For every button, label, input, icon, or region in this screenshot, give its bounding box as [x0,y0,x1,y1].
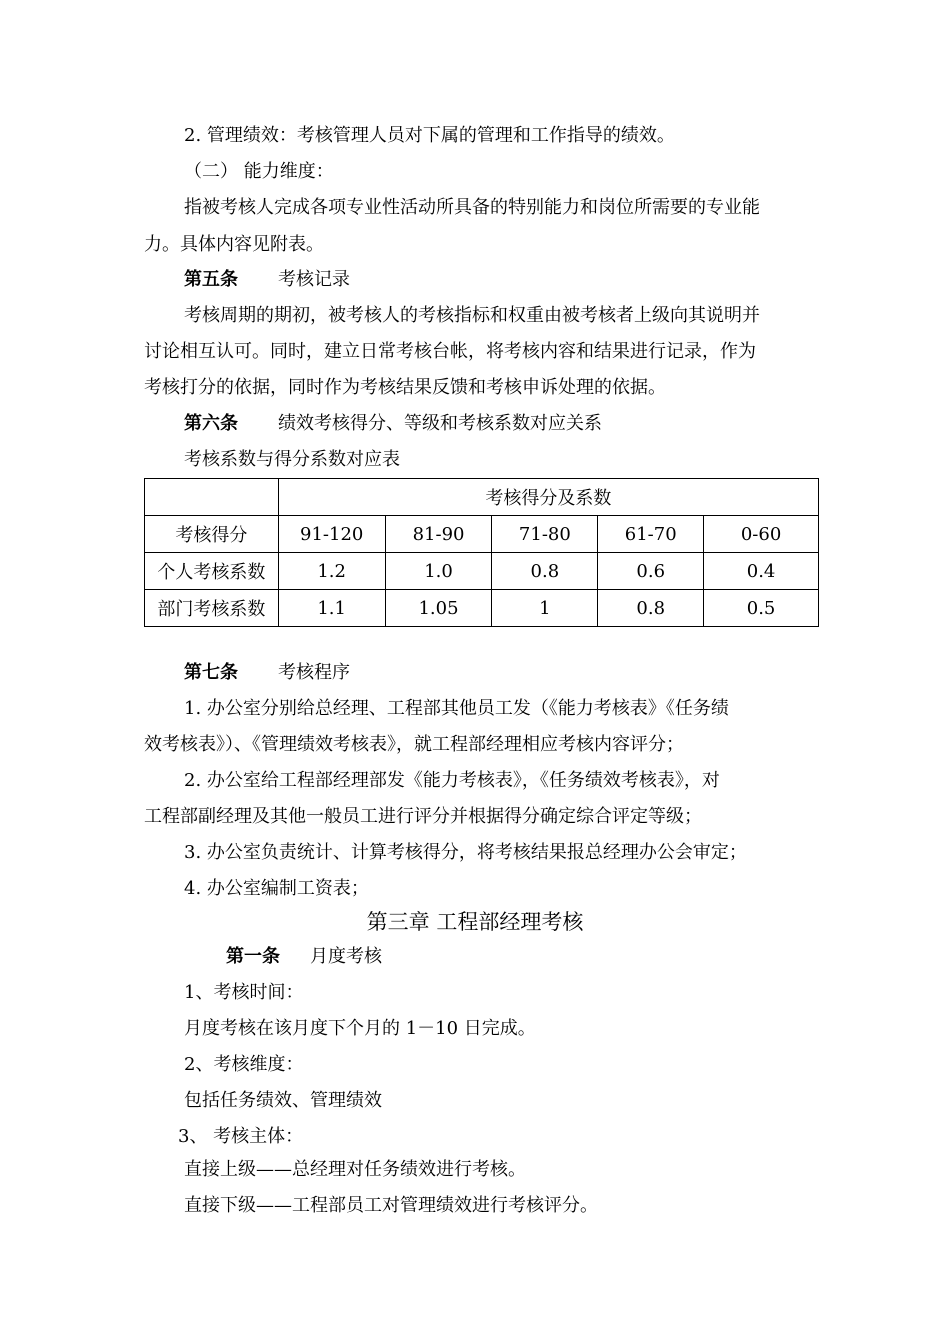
chapter-article-1-heading [226,945,382,969]
chapter-title: 第三章 工程部经理考核 [366,910,584,934]
procedure-4: 4. 办公室编制工资表； [184,878,369,899]
table-cell: 0.8 [492,553,598,590]
table-cell: 0.6 [598,553,704,590]
article-6-number: 第六条 [184,413,238,434]
table-caption: 考核系数与得分系数对应表 [184,449,400,470]
article-7-number: 第七条 [184,662,238,683]
procedure-1-line2: 效考核表》）、《管理绩效考核表》，就工程部经理相应考核内容评分； [144,734,684,755]
table-cell: 71-80 [492,516,598,553]
exam-subject-superior: 直接上级——总经理对任务绩效进行考核。 [184,1159,526,1180]
exam-subject-label: 3、 考核主体： [178,1126,304,1147]
table-row [145,590,819,627]
table-cell: 1.05 [385,590,492,627]
table-cell: 0-60 [704,516,819,553]
table-cell: 1.0 [385,553,492,590]
paragraph-ability-line2: 力。具体内容见附表。 [144,234,324,255]
paragraph-record-line1: 考核周期的期初，被考核人的考核指标和权重由被考核者上级向其说明并 [184,305,760,326]
table-corner-cell [145,479,279,516]
paragraph-record-line3: 考核打分的依据，同时作为考核结果反馈和考核申诉处理的依据。 [144,377,666,398]
table-header-cell: 考核得分及系数 [278,479,818,516]
table-cell: 81-90 [385,516,492,553]
table-cell: 0.5 [704,590,819,627]
table-cell: 91-120 [278,516,385,553]
article-7-heading [184,661,350,685]
procedure-2-line2: 工程部副经理及其他一般员工进行评分并根据得分确定综合评定等级； [144,806,702,827]
exam-dimension-label: 2、考核维度： [184,1054,304,1075]
coefficient-table [144,478,819,627]
heading-ability-dimension: （二） 能力维度： [184,161,334,182]
table-row [145,516,819,553]
procedure-1-line1: 1. 办公室分别给总经理、工程部其他员工发（《能力考核表》《任务绩 [184,698,729,719]
paragraph-ability-line1: 指被考核人完成各项专业性活动所具备的特别能力和岗位所需要的专业能 [184,197,760,218]
table-cell: 1.1 [278,590,385,627]
table-cell: 0.8 [598,590,704,627]
article-5-number: 第五条 [184,269,238,290]
chapter-article-1-number: 第一条 [226,946,280,967]
article-5-heading [184,268,350,292]
exam-time-label: 1、考核时间： [184,982,304,1003]
article-6-title: 绩效考核得分、等级和考核系数对应关系 [278,413,602,434]
table-cell: 1.2 [278,553,385,590]
table-cell: 1 [492,590,598,627]
table-cell: 61-70 [598,516,704,553]
chapter-article-1-title: 月度考核 [310,946,382,967]
exam-subject-subordinate: 直接下级——工程部员工对管理绩效进行考核评分。 [184,1195,598,1216]
article-7-title: 考核程序 [278,662,350,683]
table-row-label: 部门考核系数 [145,590,279,627]
paragraph-record-line2: 讨论相互认可。同时，建立日常考核台帐，将考核内容和结果进行记录，作为 [144,341,756,362]
table-row [145,553,819,590]
table-row-label: 个人考核系数 [145,553,279,590]
paragraph-management-performance: 2. 管理绩效：考核管理人员对下属的管理和工作指导的绩效。 [184,125,675,146]
article-6-heading [184,412,602,436]
procedure-2-line1: 2. 办公室给工程部经理部发《能力考核表》，《任务绩效考核表》，对 [184,770,720,791]
table-cell: 0.4 [704,553,819,590]
article-5-title: 考核记录 [278,269,350,290]
table-row-label: 考核得分 [145,516,279,553]
exam-time-text: 月度考核在该月度下个月的 1－10 日完成。 [184,1018,536,1039]
procedure-3: 3. 办公室负责统计、计算考核得分，将考核结果报总经理办公会审定； [184,842,747,863]
exam-dimension-text: 包括任务绩效、管理绩效 [184,1090,382,1111]
table-header-row [145,479,819,516]
